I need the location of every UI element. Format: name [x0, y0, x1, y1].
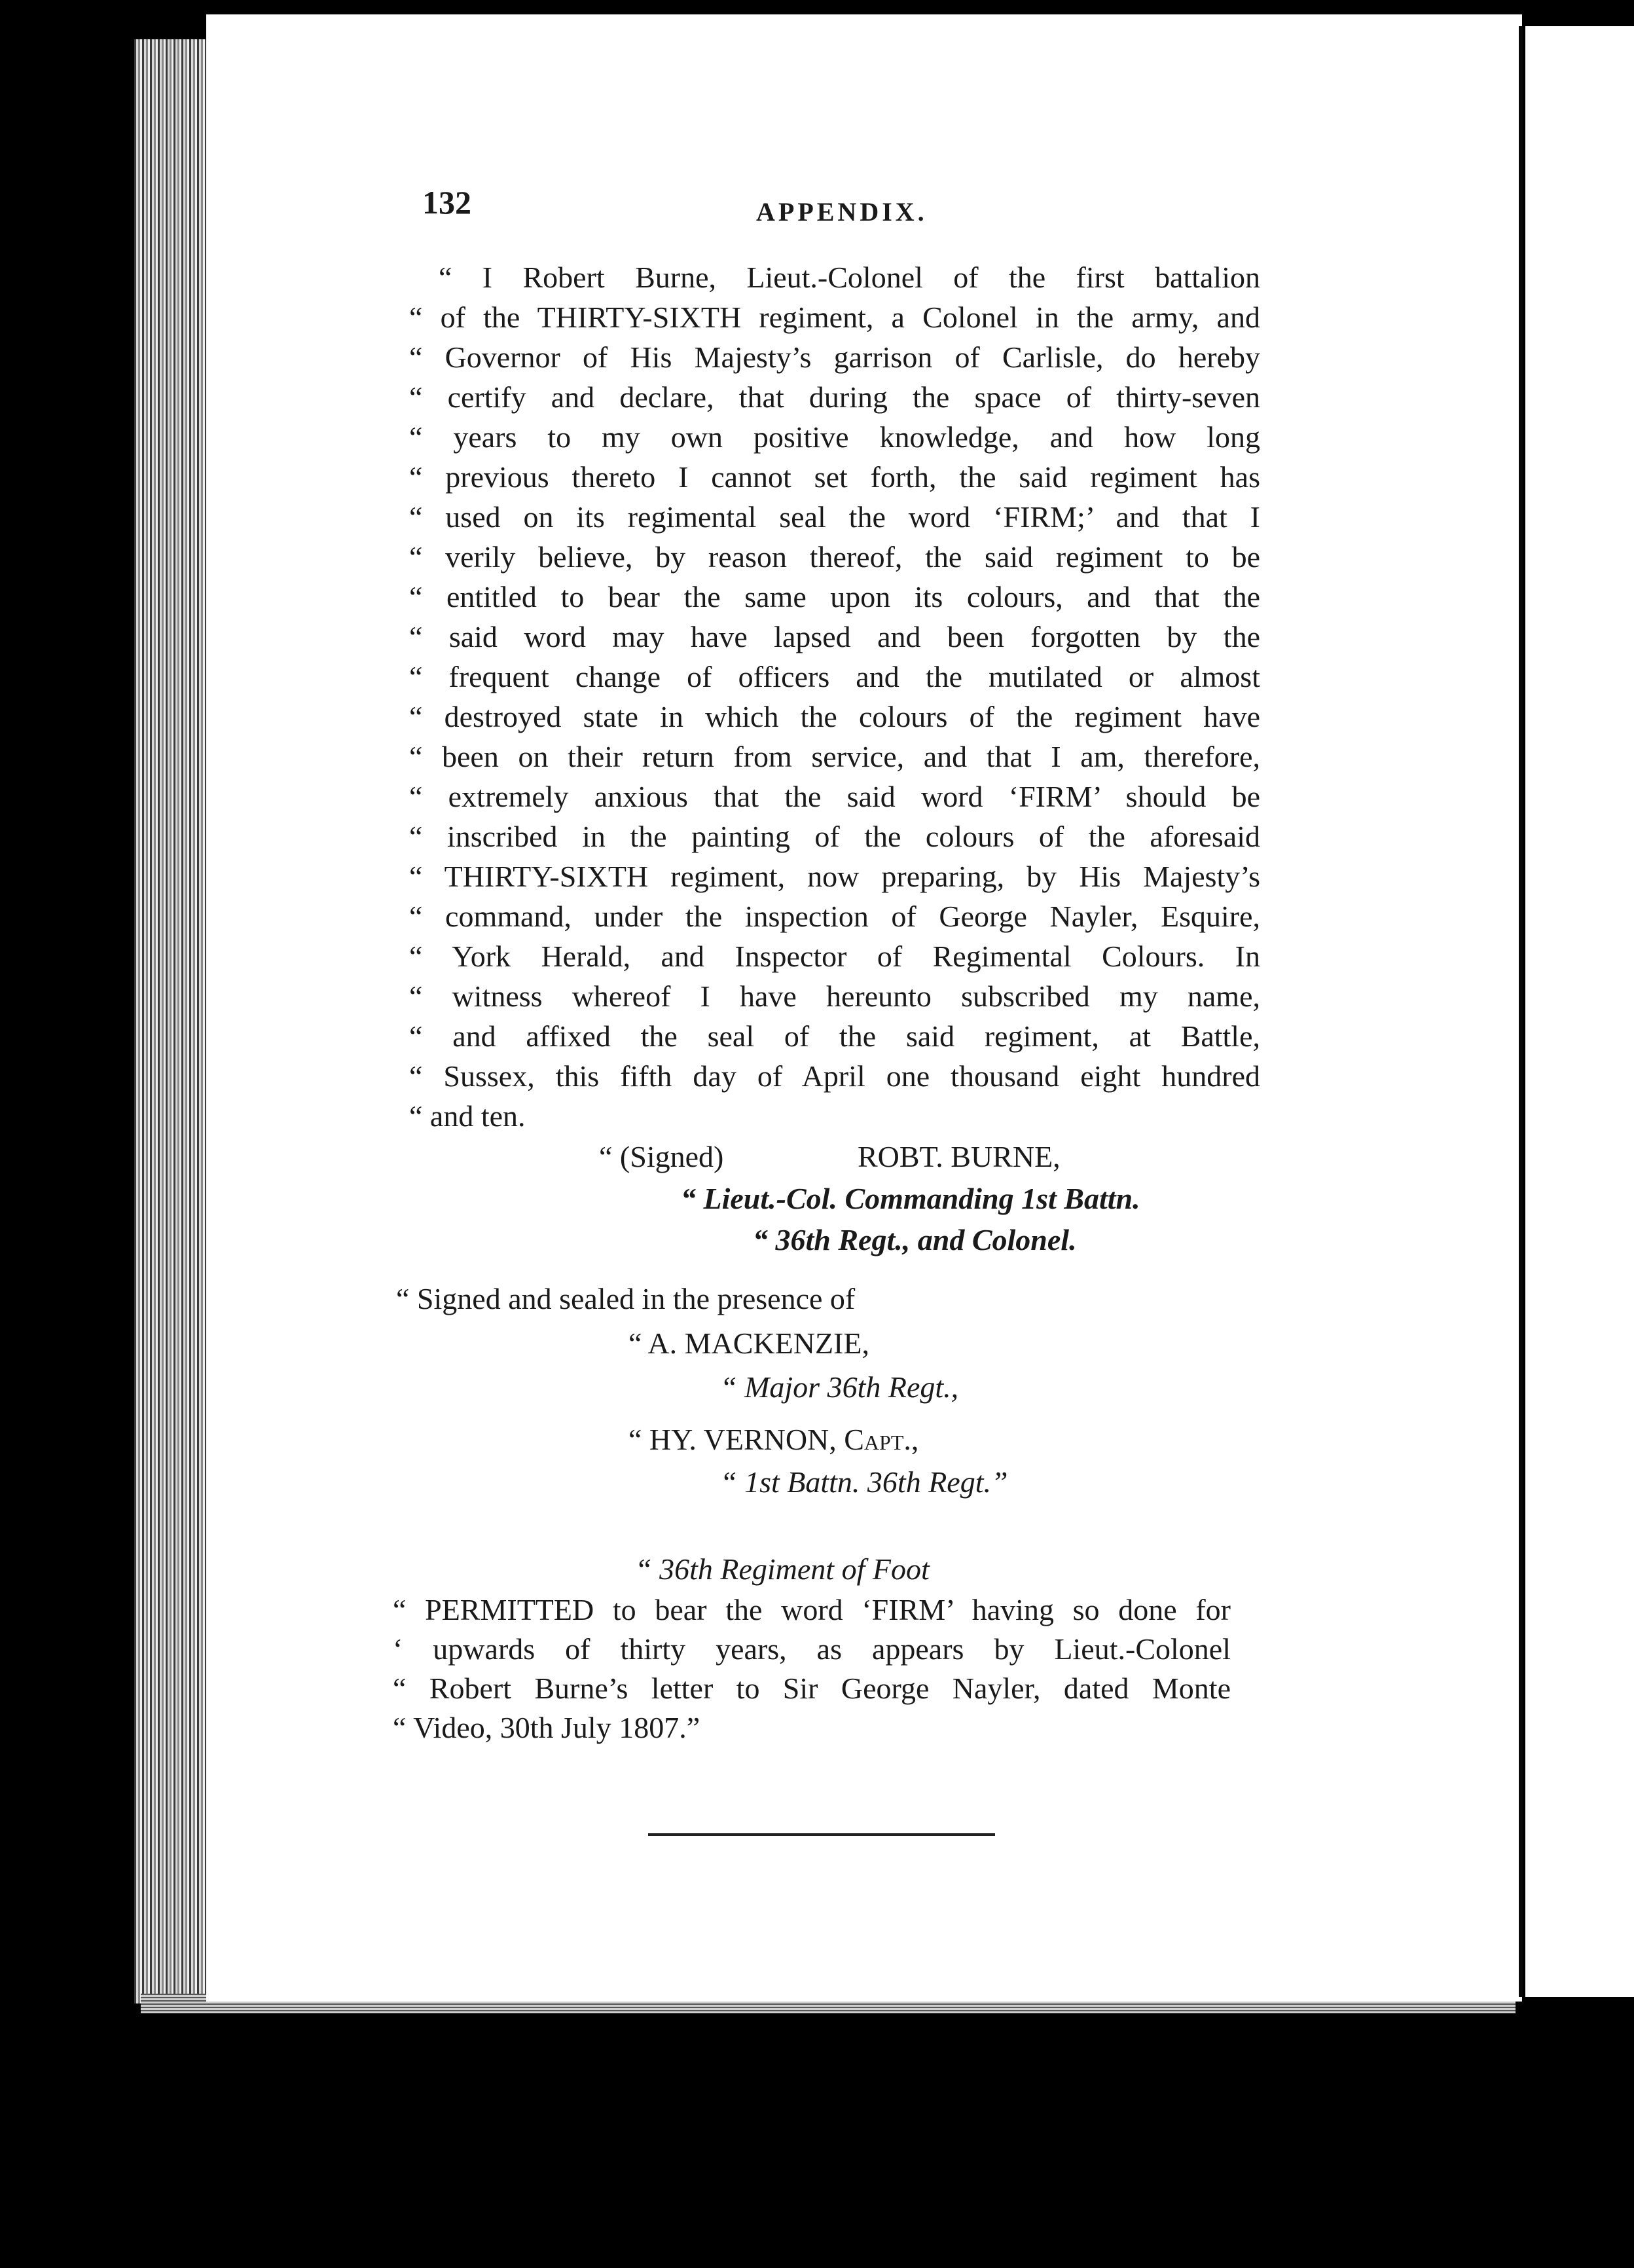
text-line: “ THIRTY-SIXTH regiment, now preparing, by His Majesty’s [409, 860, 1260, 893]
text-line: “ destroyed state in which the colours of the regiment have [409, 700, 1260, 733]
running-head: APPENDIX. [756, 197, 928, 227]
text-line-last: “ and ten. [409, 1099, 526, 1133]
facing-page [1525, 26, 1634, 1997]
text-line: “ and affixed the seal of the said regiment, at Battle, [409, 1019, 1260, 1053]
closing-rule [648, 1833, 995, 1836]
text-line: ‘ upwards of thirty years, as appears by Lieut.-Colonel [393, 1632, 1231, 1666]
text-line: “ extremely anxious that the said word ‘FIRM’ should be [409, 780, 1260, 813]
witness-intro: “ Signed and sealed in the presence of [396, 1282, 856, 1315]
signer-title: “ 36th Regt., and Colonel. [753, 1223, 1077, 1256]
text-line: “ PERMITTED to bear the word ‘FIRM’ having so done for [393, 1593, 1231, 1626]
witness-title: “ Major 36th Regt., [720, 1370, 959, 1404]
text-line: “ Robert Burne’s letter to Sir George Nayler, dated Monte [393, 1672, 1231, 1705]
text-line: “ York Herald, and Inspector of Regimental Colours. In [409, 940, 1260, 973]
book-fore-edge [134, 39, 213, 2003]
text-line: “ of the THIRTY-SIXTH regiment, a Colonel in the army, and [409, 301, 1260, 334]
signed-label: “ (Signed) [599, 1140, 724, 1173]
text-line: “ witness whereof I have hereunto subscribed my name, [409, 979, 1260, 1013]
endorsement-heading: “ 36th Regiment of Foot [635, 1552, 930, 1586]
text-line: “ verily believe, by reason thereof, the said regiment to be [409, 540, 1260, 574]
witness-name: “ A. MACKENZIE, [628, 1326, 869, 1360]
text-line: “ been on their return from service, and that I am, therefore, [409, 740, 1260, 773]
text-line: “ years to my own positive knowledge, and how long [409, 420, 1260, 454]
gutter-line [1519, 26, 1523, 1997]
text-line: “ certify and declare, that during the space of thirty-seven [409, 380, 1260, 414]
text-line: “ used on its regimental seal the word ‘FIRM;’ and that I [409, 500, 1260, 534]
text-line: “ Governor of His Majesty’s garrison of Carlisle, do hereby [409, 340, 1260, 374]
text-line: “ command, under the inspection of George Nayler, Esquire, [409, 900, 1260, 933]
witness-title: “ 1st Battn. 36th Regt.” [720, 1465, 1008, 1499]
text-line-last: “ Video, 30th July 1807.” [393, 1711, 700, 1744]
text-line: “ inscribed in the painting of the colours of the aforesaid [409, 820, 1260, 853]
signer-title: “ Lieut.-Col. Commanding 1st Battn. [681, 1182, 1140, 1215]
text-line: “ Sussex, this fifth day of April one thousand eight hundred [409, 1059, 1260, 1093]
witness-name: “ HY. VERNON, Capt., [628, 1423, 919, 1456]
text-line: “ previous thereto I cannot set forth, the said regiment has [409, 460, 1260, 494]
text-line: “ entitled to bear the same upon its colours, and that the [409, 580, 1260, 613]
text-line: “ said word may have lapsed and been forgotten by the [409, 620, 1260, 653]
page-number: 132 [422, 184, 471, 221]
text-line: “ frequent change of officers and the mutilated or almost [409, 660, 1260, 693]
signer-name: ROBT. BURNE, [858, 1140, 1061, 1173]
text-line: “ I Robert Burne, Lieut.-Colonel of the first battalion [439, 261, 1260, 294]
